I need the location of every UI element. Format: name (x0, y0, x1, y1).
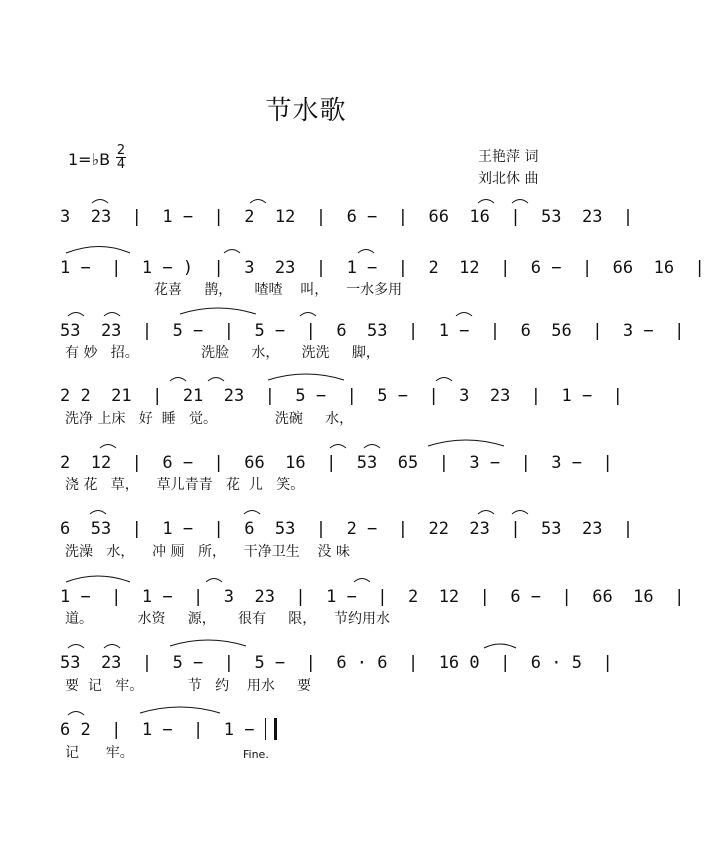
notation-row-2: 1 − | 1 − ) | 3 23 | 1 − | 2 12 | 6 − | 66 16 | (60, 258, 705, 278)
tie (140, 707, 220, 713)
song-title: 节水歌 (265, 96, 347, 126)
lyric-row-6: 洗澡 水， 冲 厕 所， 干净卫生 没 味 (65, 544, 351, 560)
lyric-row-5: 浇 花 草， 草儿青青 花 儿 笑。 (65, 477, 305, 493)
notation-row-1: 3 23 | 1 − | 2 12 | 6 − | 66 16 | 53 23 | (60, 207, 634, 227)
notation-row-3: 53 23 | 5 − | 5 − | 6 53 | 1 − | 6 56 | 3 − | (60, 321, 685, 341)
lyric-row-3: 有 妙 招。 洗脸 水， 洗洗 脚， (65, 345, 380, 361)
notation-row-7: 1 − | 1 − | 3 23 | 1 − | 2 12 | 6 − | 66 16 | (60, 587, 685, 607)
tie (170, 640, 246, 646)
lyric-row-4: 洗净 上床 好 睡 觉。 洗碗 水， (65, 411, 354, 427)
credits (478, 146, 538, 190)
lyric-row-7: 道。 水资 源， 很有 限， 节约用水 (65, 611, 391, 627)
notation-row-6: 6 53 | 1 − | 6 53 | 2 − | 22 23 | 53 23 | (60, 519, 634, 539)
notation-row-4: 2 2 21 | 21 23 | 5 − | 5 − | 3 23 | 1 − | (60, 386, 623, 406)
lyric-row-9: 记 牢。 (65, 745, 134, 761)
key-signature: 1=♭B (68, 150, 111, 169)
tie (268, 374, 344, 380)
meter-top: 2 (116, 143, 126, 158)
meter-bottom: 4 (116, 157, 126, 172)
fine-marking: Fine. (243, 748, 269, 761)
notation-row-5: 2 12 | 6 − | 66 16 | 53 65 | 3 − | 3 − | (60, 453, 613, 473)
lyric-row-2: 花喜 鹊， 喳喳 叫， 一水多用 (65, 282, 403, 298)
time-signature (116, 144, 126, 171)
tie (428, 440, 504, 446)
final-barline (265, 718, 277, 740)
notation-row-8: 53 23 | 5 − | 5 − | 6 · 6 | 16 0 | 6 · 5 | (60, 653, 613, 673)
composer: 刘北休 曲 (478, 171, 539, 187)
lyric-row-8: 要 记 牢。 节 约 用水 要 (65, 678, 312, 694)
tie (180, 308, 256, 314)
lyricist: 王艳萍 词 (478, 149, 539, 165)
notation-row-9: 6 2 | 1 − | 1 − (60, 720, 255, 740)
